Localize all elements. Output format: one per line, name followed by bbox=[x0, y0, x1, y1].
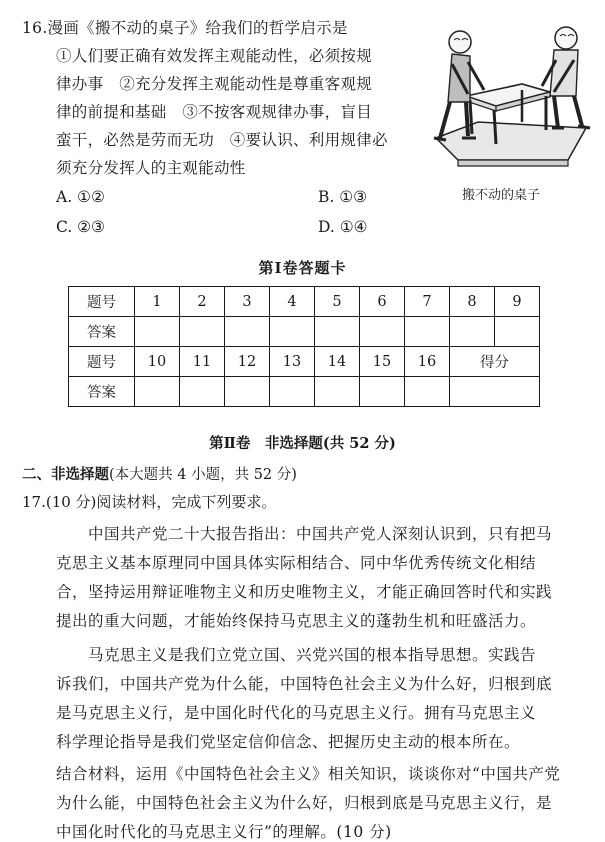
q17-material-line: 克思主义基本原理同中国具体实际相结合、同中华优秀传统文化相结 bbox=[56, 554, 537, 572]
answer-cell[interactable] bbox=[270, 317, 315, 347]
question-number: 6 bbox=[360, 287, 405, 317]
answer-cell[interactable] bbox=[450, 317, 495, 347]
row-label: 答案 bbox=[69, 377, 135, 407]
question-number: 10 bbox=[135, 347, 180, 377]
answer-card-table bbox=[68, 286, 540, 407]
q17-material-line: 是马克思主义行，是中国化时代化的马克思主义行。拥有马克思主义 bbox=[56, 704, 537, 722]
cartoon-caption: 搬不动的桌子 bbox=[462, 188, 541, 203]
question-number: 4 bbox=[270, 287, 315, 317]
question-number: 11 bbox=[180, 347, 225, 377]
q16-stem: 16.漫画《搬不动的桌子》给我们的哲学启示是 bbox=[22, 19, 348, 37]
q16-option-b[interactable]: B. ①③ bbox=[318, 188, 368, 206]
answer-cell[interactable] bbox=[405, 317, 450, 347]
question-number: 16 bbox=[405, 347, 450, 377]
q17-material-line: 合，坚持运用辩证唯物主义和历史唯物主义，才能正确回答时代和实践 bbox=[56, 583, 553, 601]
q17-header: 17.(10 分)阅读材料，完成下列要求。 bbox=[22, 493, 277, 511]
q17-material-line: 提出的重大问题，才能始终保持马克思主义的蓬勃生机和旺盛活力。 bbox=[56, 612, 537, 630]
question-number: 9 bbox=[495, 287, 540, 317]
answer-cell[interactable] bbox=[315, 377, 360, 407]
q16-text-line: 律的前提和基础 ③不按客观规律办事，盲目 bbox=[56, 103, 373, 121]
q16-option-c[interactable]: C. ②③ bbox=[56, 218, 105, 236]
row-label: 题号 bbox=[69, 347, 135, 377]
answer-card-title: 第Ⅰ卷答题卡 bbox=[258, 259, 347, 277]
question-number: 8 bbox=[450, 287, 495, 317]
section-2-heading bbox=[22, 463, 297, 484]
q17-material-line: 诉我们，中国共产党为什么能，中国特色社会主义为什么好，归根到底 bbox=[56, 675, 553, 693]
q16-option-d[interactable]: D. ①④ bbox=[318, 218, 368, 236]
q17-question-line: 中国化时代化的马克思主义行”的理解。(10 分) bbox=[56, 823, 392, 841]
answer-cell[interactable] bbox=[135, 377, 180, 407]
answer-row bbox=[69, 377, 540, 407]
question-number: 7 bbox=[405, 287, 450, 317]
section-2-heading-bold: 二、非选择题 bbox=[22, 466, 109, 483]
q17-material-line: 中国共产党二十大报告指出：中国共产党人深刻认识到，只有把马 bbox=[88, 525, 553, 543]
question-number: 5 bbox=[315, 287, 360, 317]
answer-row bbox=[69, 317, 540, 347]
q16-text-line: 律办事 ②充分发挥主观能动性是尊重客观规 bbox=[56, 75, 373, 93]
q16-text-line: 须充分发挥人的主观能动性 bbox=[56, 159, 246, 177]
question-number: 15 bbox=[360, 347, 405, 377]
section-2-title: 第Ⅱ卷 非选择题(共 52 分) bbox=[209, 435, 396, 452]
question-number: 14 bbox=[315, 347, 360, 377]
question-number-row bbox=[69, 287, 540, 317]
answer-cell[interactable] bbox=[225, 317, 270, 347]
answer-cell[interactable] bbox=[135, 317, 180, 347]
section-2-heading-note: (本大题共 4 小题，共 52 分) bbox=[109, 467, 297, 483]
answer-cell[interactable] bbox=[180, 317, 225, 347]
table-cartoon-illustration bbox=[418, 10, 598, 182]
answer-cell[interactable] bbox=[225, 377, 270, 407]
question-number: 13 bbox=[270, 347, 315, 377]
question-number-row bbox=[69, 347, 540, 377]
answer-cell[interactable] bbox=[360, 377, 405, 407]
answer-cell[interactable] bbox=[360, 317, 405, 347]
q16-option-a[interactable]: A. ①② bbox=[56, 188, 105, 206]
row-label: 题号 bbox=[69, 287, 135, 317]
answer-cell[interactable] bbox=[315, 317, 360, 347]
q17-material-line: 科学理论指导是我们党坚定信仰信念、把握历史主动的根本所在。 bbox=[56, 733, 521, 751]
answer-cell[interactable] bbox=[495, 317, 540, 347]
question-number: 2 bbox=[180, 287, 225, 317]
score-cell[interactable] bbox=[450, 377, 540, 407]
q16-text-line: 蛮干，必然是劳而无功 ④要认识、利用规律必 bbox=[56, 131, 388, 149]
q16-text-line: ①人们要正确有效发挥主观能动性，必须按规 bbox=[56, 47, 373, 65]
answer-cell[interactable] bbox=[180, 377, 225, 407]
question-number: 12 bbox=[225, 347, 270, 377]
answer-cell[interactable] bbox=[270, 377, 315, 407]
q17-question-line: 为什么能，中国特色社会主义为什么好，归根到底是马克思主义行，是 bbox=[56, 794, 553, 812]
q17-material-line: 马克思主义是我们立党立国、兴党兴国的根本指导思想。实践告 bbox=[88, 646, 537, 664]
answer-cell[interactable] bbox=[405, 377, 450, 407]
q17-question-line: 结合材料，运用《中国特色社会主义》相关知识，谈谈你对“中国共产党 bbox=[56, 765, 561, 783]
score-label: 得分 bbox=[450, 347, 540, 377]
row-label: 答案 bbox=[69, 317, 135, 347]
question-number: 3 bbox=[225, 287, 270, 317]
question-number: 1 bbox=[135, 287, 180, 317]
